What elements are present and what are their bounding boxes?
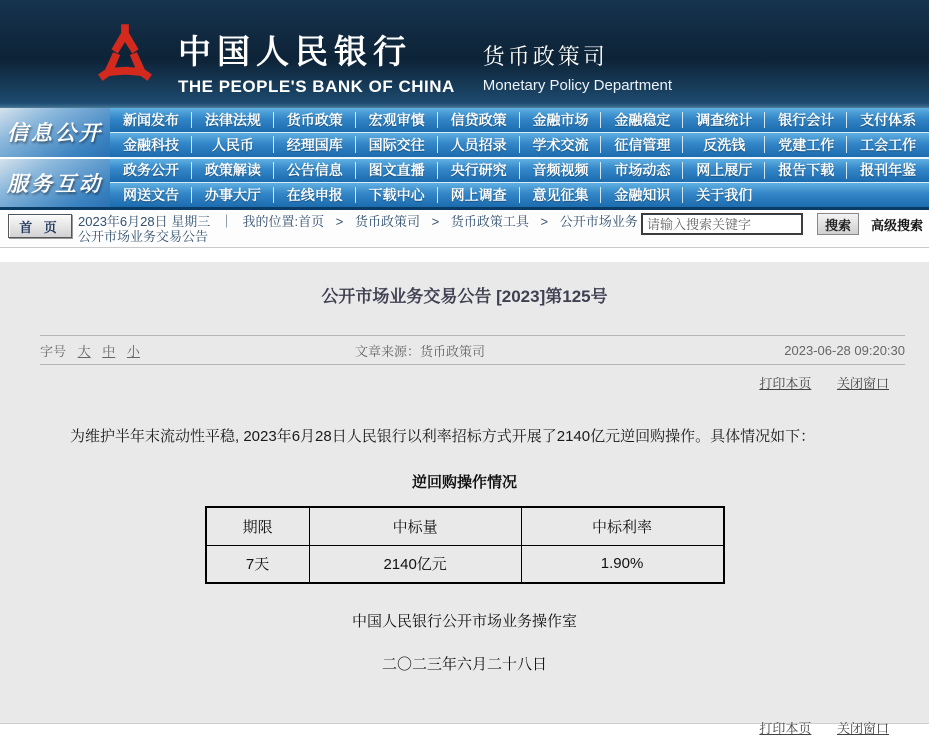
nav-item[interactable]: 国际交往 — [356, 133, 438, 157]
breadcrumb-link-tools[interactable]: 货币政策工具 — [450, 214, 529, 229]
nav-item[interactable]: 人员招录 — [438, 133, 520, 157]
article-source — [355, 341, 485, 360]
nav-item[interactable]: 金融科技 — [110, 133, 192, 157]
operation-table — [205, 506, 725, 584]
nav-item[interactable]: 反洗钱 — [683, 133, 765, 157]
breadcrumb-link-dept[interactable]: 货币政策司 — [354, 214, 420, 229]
nav-item[interactable]: 网上调查 — [438, 183, 520, 207]
nav-item[interactable]: 征信管理 — [601, 133, 683, 157]
close-window-link[interactable]: 关闭窗口 — [836, 376, 889, 391]
nav-item[interactable]: 市场动态 — [601, 159, 683, 183]
nav-menu — [110, 108, 929, 207]
breadcrumb-arrow: > — [335, 214, 344, 229]
article-meta-row — [40, 335, 905, 365]
article-actions-bottom — [0, 718, 889, 737]
breadcrumb-link-omo[interactable]: 公开市场业务 — [559, 214, 638, 229]
breadcrumb — [78, 214, 678, 244]
nav-item[interactable]: 银行会计 — [765, 108, 847, 132]
advanced-search-link[interactable]: 高级搜索 — [870, 217, 923, 233]
nav-item[interactable]: 意见征集 — [520, 183, 602, 207]
table-title: 逆回购操作情况 — [411, 474, 517, 491]
table-header-volume: 中标量 — [309, 507, 521, 545]
breadcrumb-separator: ｜ — [219, 214, 233, 229]
table-header-rate: 中标利率 — [521, 507, 723, 545]
article-paragraph: 为维护半年末流动性平稳, 2023年6月28日人民银行以利率招标方式开展了2140亿元逆回购操作。具体情况如下： — [70, 428, 816, 445]
nav-item[interactable]: 在线申报 — [274, 183, 356, 207]
breadcrumb-arrow: > — [540, 214, 549, 229]
font-size-controls — [40, 341, 140, 360]
nav-section-service-interaction[interactable]: 服务互动 — [0, 159, 110, 208]
nav-row-4 — [110, 182, 929, 207]
nav-item[interactable]: 新闻发布 — [110, 108, 192, 132]
nav-item[interactable]: 法律法规 — [192, 108, 274, 132]
org-name-en: THE PEOPLE'S BANK OF CHINA — [178, 77, 455, 96]
nav-item[interactable]: 金融市场 — [520, 108, 602, 132]
main-nav — [0, 108, 929, 210]
nav-item[interactable]: 网上展厅 — [683, 159, 765, 183]
print-page-link[interactable]: 打印本页 — [759, 721, 812, 736]
dept-name-en: Monetary Policy Department — [482, 77, 673, 94]
nav-row-2 — [110, 132, 929, 157]
nav-item[interactable]: 政策解读 — [192, 159, 274, 183]
font-size-small-link[interactable]: 小 — [126, 343, 140, 359]
nav-item[interactable]: 报刊年鉴 — [847, 159, 929, 183]
nav-item[interactable]: 货币政策 — [274, 108, 356, 132]
search-input[interactable] — [641, 213, 803, 235]
current-date: 2023年6月28日 星期三 — [78, 214, 211, 229]
location-label: 我的位置:首页 — [242, 214, 325, 229]
table-cell-rate: 1.90% — [521, 545, 723, 583]
source-value: 货币政策司 — [420, 343, 486, 359]
nav-item[interactable]: 金融稳定 — [601, 108, 683, 132]
table-row — [206, 545, 724, 583]
nav-item[interactable]: 央行研究 — [438, 159, 520, 183]
nav-section-info-disclosure[interactable]: 信息公开 — [0, 108, 110, 157]
nav-item[interactable]: 关于我们 — [683, 183, 765, 207]
nav-item[interactable]: 政务公开 — [110, 159, 192, 183]
nav-item[interactable]: 图文直播 — [356, 159, 438, 183]
nav-item[interactable]: 学术交流 — [520, 133, 602, 157]
nav-item[interactable]: 信贷政策 — [438, 108, 520, 132]
nav-row-3 — [110, 157, 929, 183]
font-size-large-link[interactable]: 大 — [77, 343, 91, 359]
article-signature: 中国人民银行公开市场业务操作室 — [351, 613, 577, 630]
nav-item[interactable]: 人民币 — [192, 133, 274, 157]
nav-item[interactable]: 金融知识 — [601, 183, 683, 207]
search-area — [641, 213, 925, 235]
breadcrumb-bar — [0, 210, 929, 248]
nav-item[interactable]: 下载中心 — [356, 183, 438, 207]
nav-item-empty — [847, 183, 929, 207]
spacer — [0, 248, 929, 262]
nav-sections — [0, 108, 110, 207]
source-label: 文章来源： — [355, 343, 421, 359]
nav-item[interactable]: 公告信息 — [274, 159, 356, 183]
nav-item[interactable]: 网送文告 — [110, 183, 192, 207]
table-cell-term: 7天 — [206, 545, 310, 583]
nav-item[interactable]: 党建工作 — [765, 133, 847, 157]
print-page-link[interactable]: 打印本页 — [759, 376, 812, 391]
pboc-logo-icon — [98, 22, 152, 92]
nav-item[interactable]: 报告下载 — [765, 159, 847, 183]
article-title: 公开市场业务交易公告 [2023]第125号 — [321, 287, 608, 306]
nav-item[interactable]: 经理国库 — [274, 133, 356, 157]
org-name-cn: 中国人民银行 — [178, 35, 412, 71]
nav-item[interactable]: 宏观审慎 — [356, 108, 438, 132]
nav-item[interactable]: 支付体系 — [847, 108, 929, 132]
nav-item[interactable]: 音频视频 — [520, 159, 602, 183]
nav-item[interactable]: 工会工作 — [847, 133, 929, 157]
breadcrumb-link-announcements[interactable]: 公开市场业务交易公告 — [78, 229, 209, 244]
article-actions-top — [0, 373, 889, 392]
article-date-cn: 二〇二三年六月二十八日 — [381, 656, 547, 673]
table-cell-volume: 2140亿元 — [309, 545, 521, 583]
search-button[interactable]: 搜索 — [817, 213, 859, 235]
header-banner — [0, 0, 929, 108]
nav-row-1 — [110, 108, 929, 132]
article-content — [0, 262, 929, 736]
dept-name-cn: 货币政策司 — [482, 44, 608, 69]
article-datetime: 2023-06-28 09:20:30 — [784, 342, 905, 358]
table-header-term: 期限 — [206, 507, 310, 545]
table-header-row — [206, 507, 724, 545]
home-button[interactable]: 首 页 — [8, 214, 72, 238]
nav-item[interactable]: 调查统计 — [683, 108, 765, 132]
nav-item-empty — [765, 183, 847, 207]
font-size-label: 字号 — [40, 343, 67, 359]
breadcrumb-arrow: > — [431, 214, 440, 229]
nav-item[interactable]: 办事大厅 — [192, 183, 274, 207]
close-window-link[interactable]: 关闭窗口 — [836, 721, 889, 736]
font-size-medium-link[interactable]: 中 — [102, 343, 116, 359]
